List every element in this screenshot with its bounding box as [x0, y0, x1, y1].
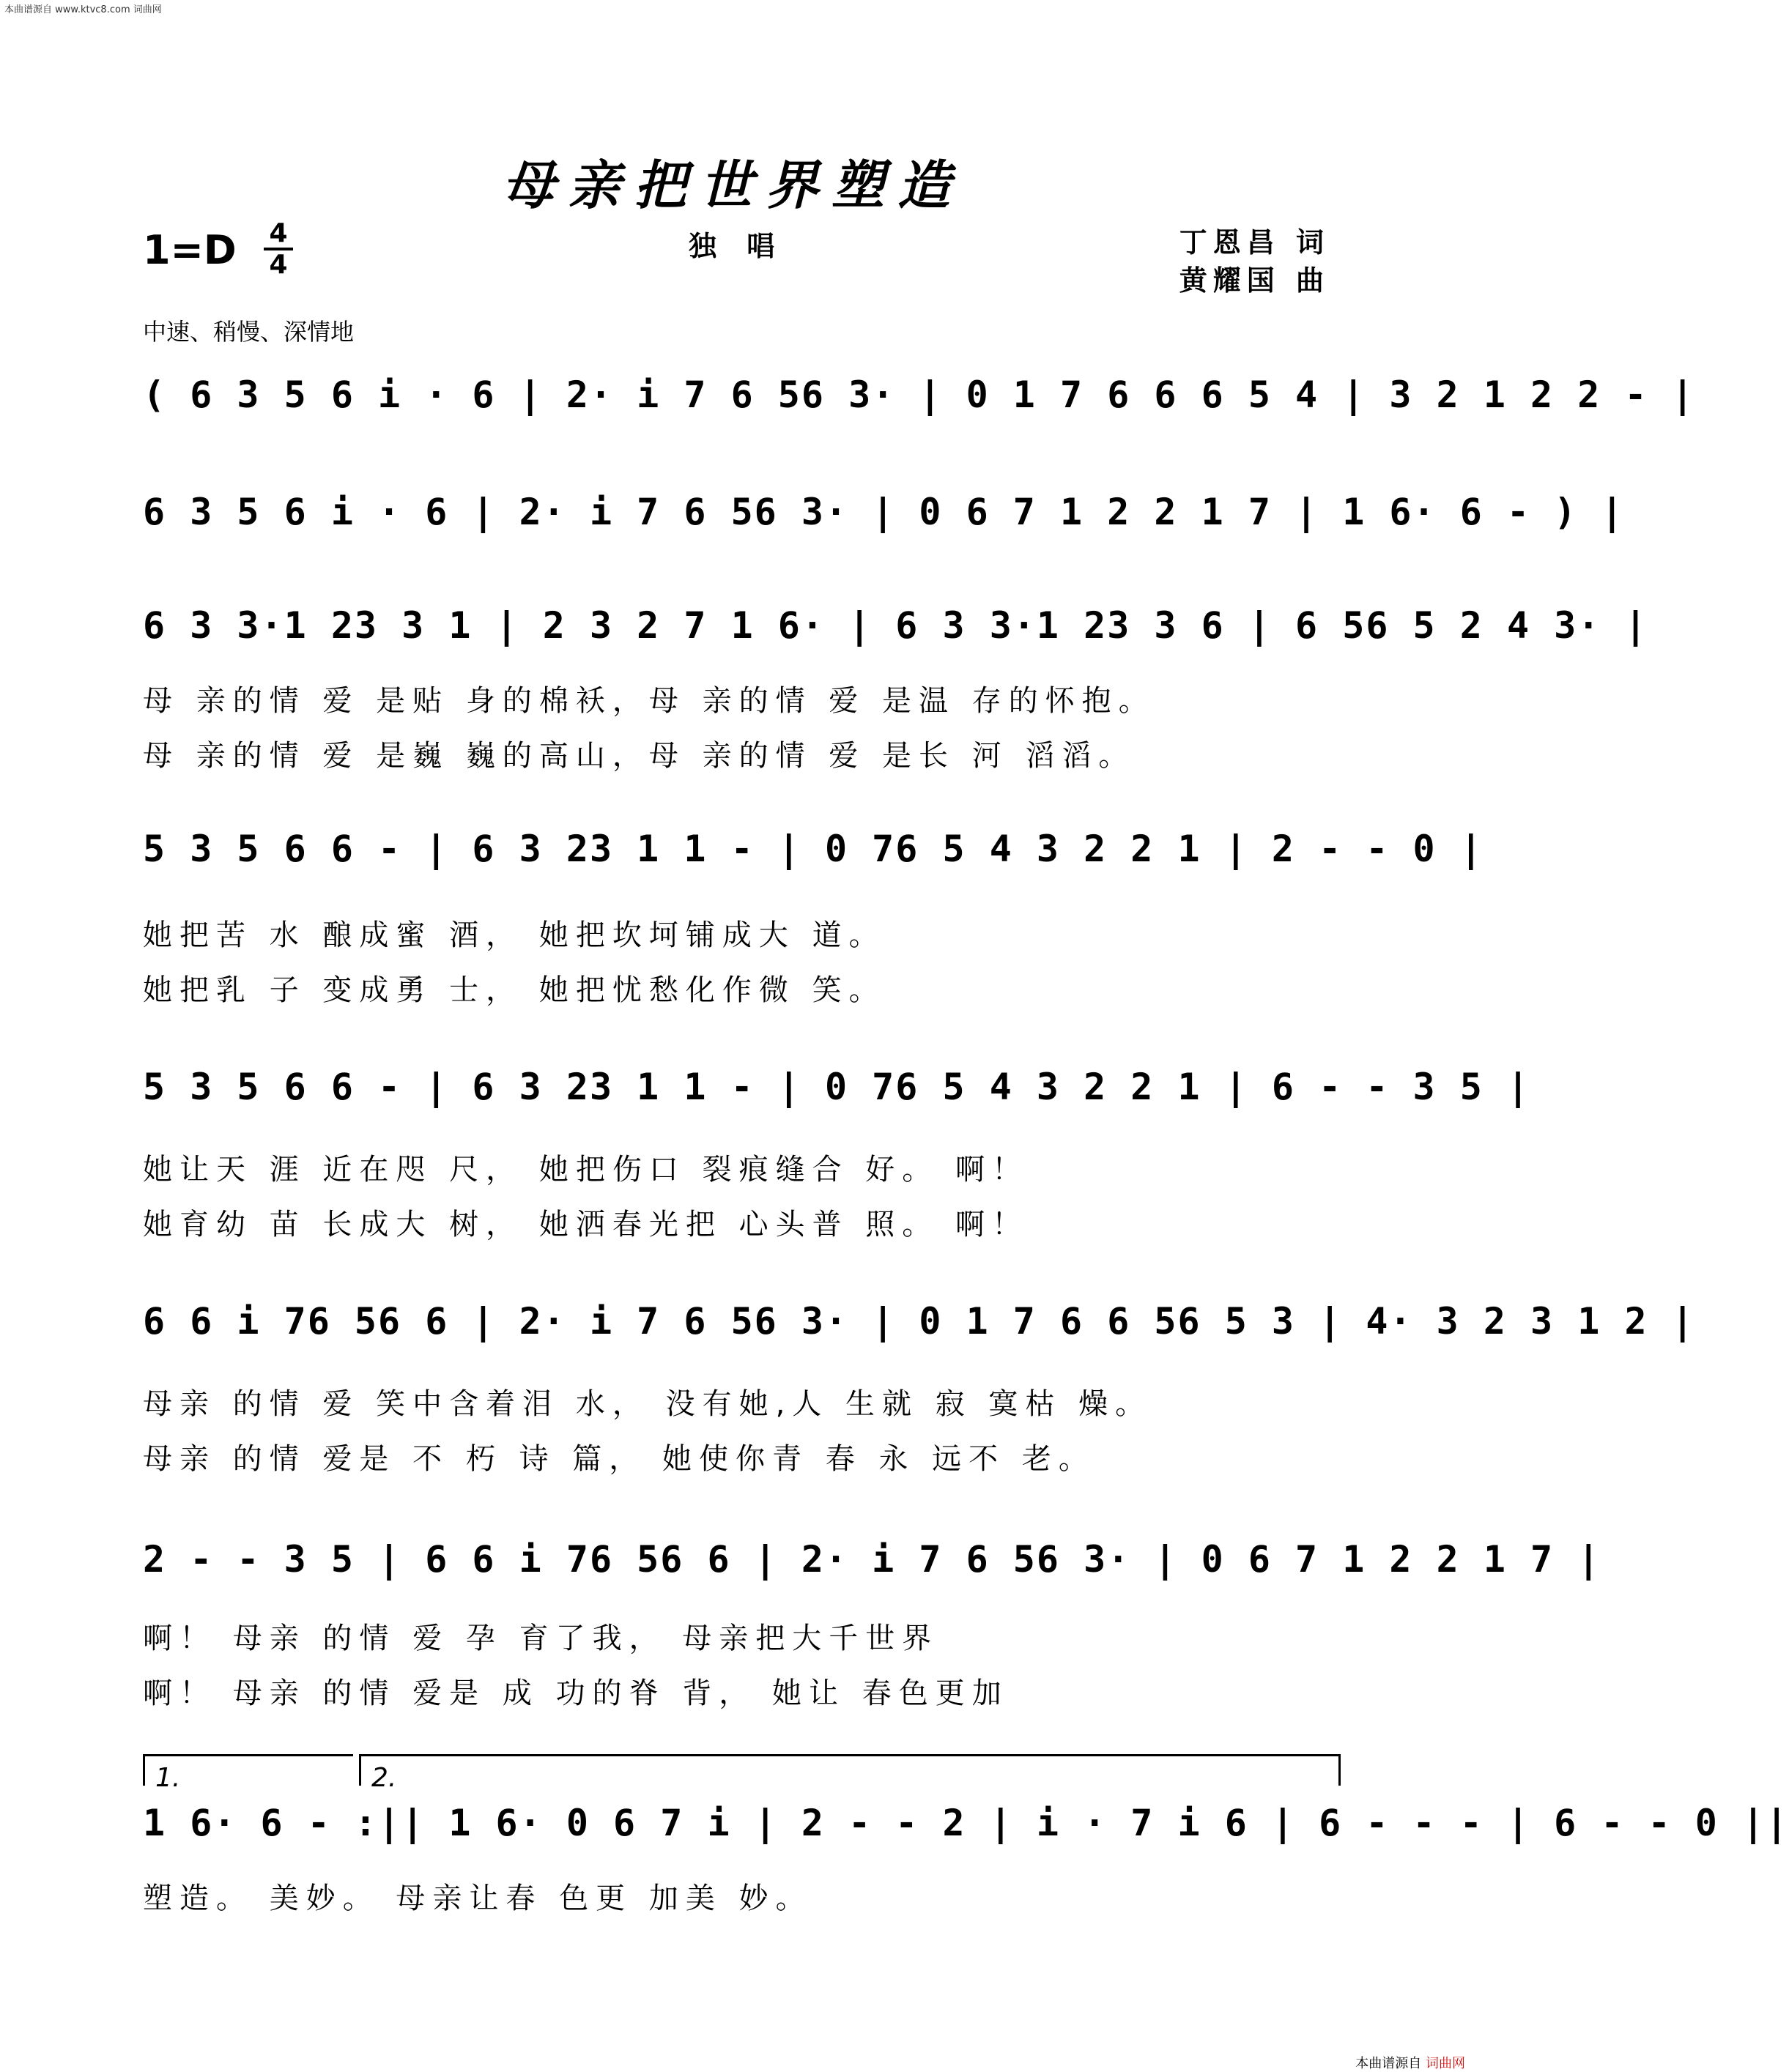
- lyric-verse-2: 母亲 的情 爱是 不 朽 诗 篇， 她使你青 春 永 远不 老。: [143, 1442, 1095, 1476]
- key-signature: 1=D: [143, 227, 237, 273]
- staff-line: 5 3 5 6 6 - | 6 3 23 1 1 - | 0 76 5 4 3 2 2 1 | 6 - - 3 5 |: [143, 1066, 1531, 1108]
- footer-source: [1355, 2053, 1465, 2072]
- volta-first-ending: [143, 1754, 353, 1793]
- volta-second-ending: [359, 1754, 1341, 1793]
- lyric-verse-2: 母 亲的情 爱 是巍 巍的高山，母 亲的情 爱 是长 河 滔滔。: [143, 739, 1136, 773]
- lyric-verse-2: 啊！ 母亲 的情 爱是 成 功的脊 背， 她让 春色更加: [143, 1676, 1009, 1710]
- lyric-verse-1: 她让天 涯 近在咫 尺， 她把伤口 裂痕缝合 好。 啊！: [143, 1153, 1029, 1187]
- lyric-verse-1: 她把苦 水 酿成蜜 酒， 她把坎坷铺成大 道。: [143, 918, 886, 952]
- lyric-verse-1: 母 亲的情 爱 是贴 身的棉袄，母 亲的情 爱 是温 存的怀抱。: [143, 684, 1155, 718]
- staff-line: 6 6 i 76 56 6 | 2· i 7 6 56 3· | 0 1 7 6 6 56 5 3 | 4· 3 2 3 1 2 |: [143, 1300, 1695, 1343]
- staff-line: 2 - - 3 5 | 6 6 i 76 56 6 | 2· i 7 6 56 3· | 0 6 7 1 2 2 1 7 |: [143, 1538, 1601, 1581]
- subtitle: 独 唱: [689, 230, 785, 262]
- volta-second-label: 2.: [371, 1763, 397, 1793]
- time-signature: [264, 220, 293, 280]
- footer-source-a: 本曲谱源自: [1355, 2056, 1422, 2071]
- lyric-verse-1: 啊！ 母亲 的情 爱 孕 育了我， 母亲把大千世界: [143, 1622, 939, 1655]
- staff-line: 6 3 5 6 i · 6 | 2· i 7 6 56 3· | 0 6 7 1 2 2 1 7 | 1 6· 6 - ) |: [143, 491, 1625, 533]
- staff-line: 6 3 3·1 23 3 1 | 2 3 2 7 1 6· | 6 3 3·1 23 3 6 | 6 56 5 2 4 3· |: [143, 604, 1648, 647]
- staff-line: ( 6 3 5 6 i · 6 | 2· i 7 6 56 3· | 0 1 7 6 6 6 5 4 | 3 2 1 2 2 - |: [143, 374, 1695, 416]
- staff-line: 5 3 5 6 6 - | 6 3 23 1 1 - | 0 76 5 4 3 2 2 1 | 2 - - 0 |: [143, 828, 1484, 870]
- volta-first-label: 1.: [155, 1763, 181, 1793]
- staff-line: 1 6· 6 - :|| 1 6· 0 6 7 i | 2 - - 2 | i · 7 i 6 | 6 - - - | 6 - - 0 ||: [143, 1802, 1789, 1844]
- lyric-verse-2: 她育幼 苗 长成大 树， 她洒春光把 心头普 照。 啊！: [143, 1208, 1029, 1241]
- time-signature-bottom: 4: [269, 250, 288, 280]
- lyric-verse-1: 塑造。 美妙。 母亲让春 色更 加美 妙。: [143, 1882, 812, 1915]
- composer-credit: 黄耀国 曲: [1179, 264, 1330, 297]
- lyric-verse-1: 母亲 的情 爱 笑中含着泪 水， 没有她,人 生就 寂 寞枯 燥。: [143, 1387, 1152, 1421]
- lyricist-credit: 丁恩昌 词: [1179, 226, 1330, 259]
- tempo-marking: 中速、稍慢、深情地: [143, 318, 355, 346]
- source-tag: 本曲谱源自 www.ktvc8.com 词曲网: [4, 4, 162, 15]
- footer-source-b: 词曲网: [1426, 2056, 1465, 2071]
- time-signature-top: 4: [264, 220, 293, 250]
- lyric-verse-2: 她把乳 子 变成勇 士， 她把忧愁化作微 笑。: [143, 973, 886, 1007]
- song-title: 母亲把世界塑造: [501, 154, 963, 216]
